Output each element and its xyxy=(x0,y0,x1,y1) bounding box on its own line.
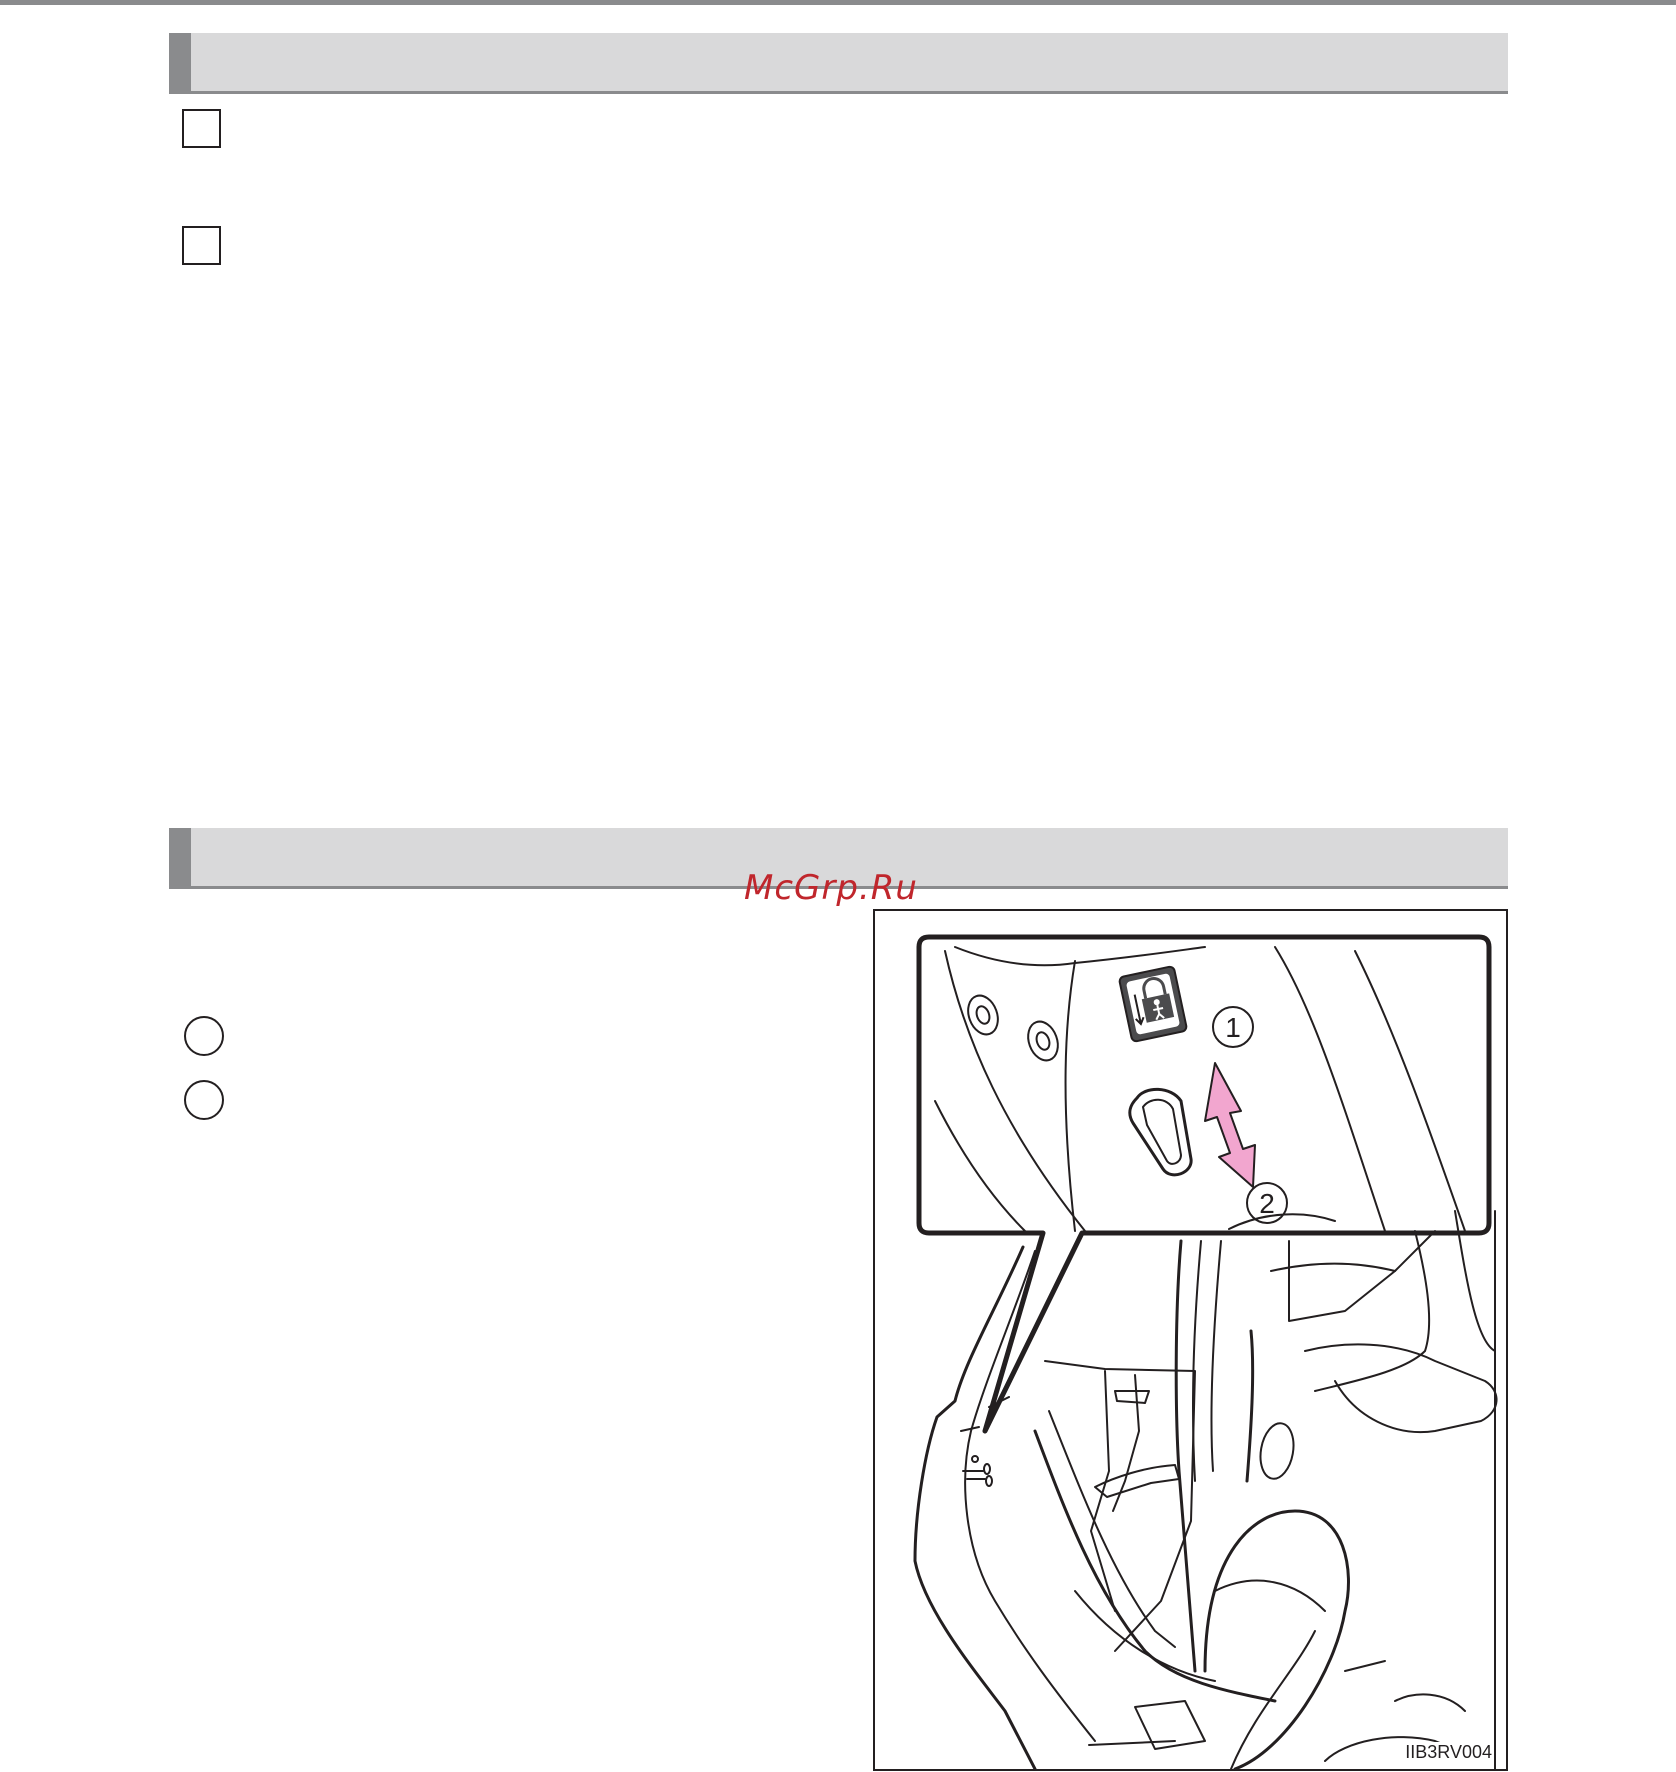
child-safety-lock-icon xyxy=(1119,966,1187,1042)
section-header-tab xyxy=(169,828,191,886)
figure-code: IIB3RV004 xyxy=(1405,1742,1492,1762)
step-marker-square xyxy=(182,109,221,148)
door-illustration-svg xyxy=(875,911,1506,1769)
vehicle-drawing xyxy=(915,1211,1497,1769)
step-marker-square xyxy=(182,226,221,265)
callout-label-1: 1 xyxy=(1225,1012,1241,1043)
list-marker-circle xyxy=(184,1080,224,1120)
watermark: McGrp.Ru xyxy=(744,868,918,908)
door-illustration xyxy=(873,909,1508,1771)
top-rule xyxy=(0,0,1676,5)
section-header-1 xyxy=(169,33,1508,94)
section-header-tab xyxy=(169,33,191,91)
callout-label-2: 2 xyxy=(1259,1188,1275,1219)
list-marker-circle xyxy=(184,1016,224,1056)
